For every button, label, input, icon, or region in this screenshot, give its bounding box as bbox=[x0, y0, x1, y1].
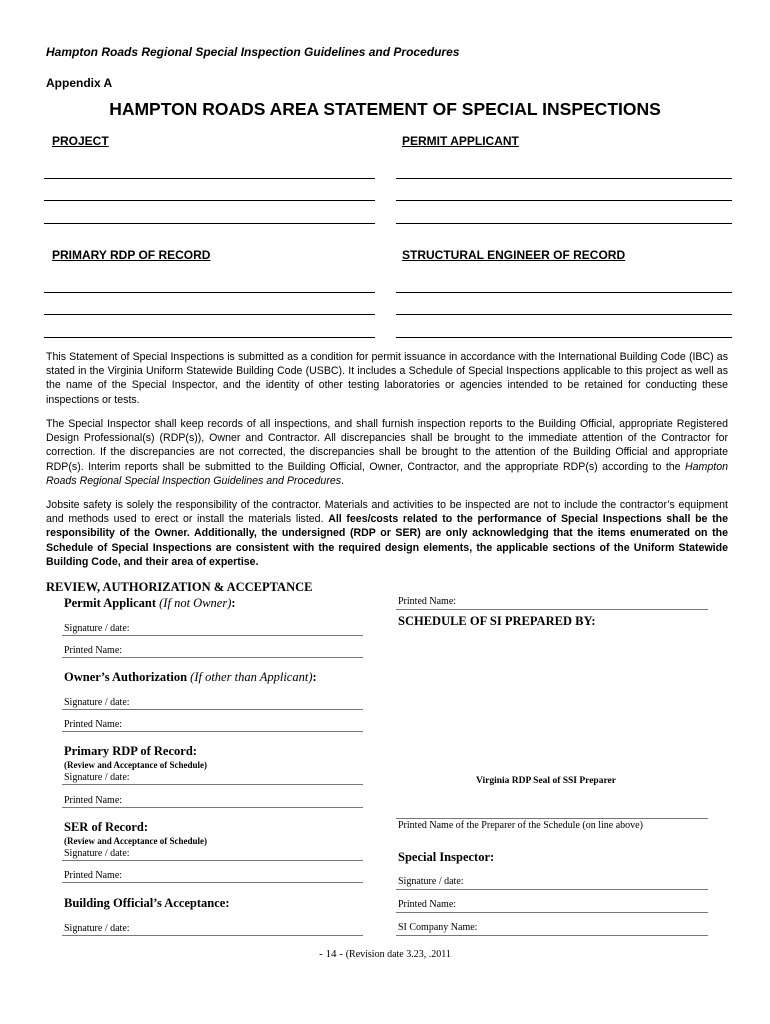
building-official-signature-line[interactable] bbox=[62, 935, 363, 936]
statement-paragraph: This Statement of Special Inspections is submitted as a condition for permit issuance in accordance with the International Building Code (IBC) as stated in the Virginia Uniform Statewide Building Code (USBC). It includes a Schedule of Special Inspections applicable to this project as well as the name of the Special Inspector, and the identity of other testing laboratories or agencies intended to be retained for conducting these inspections or tests. bbox=[46, 351, 728, 406]
page-footer bbox=[0, 948, 770, 960]
right-printed-name-label: Printed Name: bbox=[398, 596, 457, 607]
ser-label: SER of Record: bbox=[64, 820, 149, 834]
building-official-signature-label: Signature / date: bbox=[64, 923, 130, 934]
special-inspector-printed-name-line[interactable] bbox=[396, 912, 708, 913]
primary-rdp-review-note: (Review and Acceptance of Schedule) bbox=[64, 760, 207, 770]
building-official-label: Building Official’s Acceptance: bbox=[64, 896, 230, 910]
special-inspector-signature-line[interactable] bbox=[396, 889, 708, 890]
structural-engineer-header: STRUCTURAL ENGINEER OF RECORD bbox=[402, 248, 626, 262]
permit-applicant-printed-name-line[interactable] bbox=[62, 657, 363, 658]
primary-rdp-line-1[interactable] bbox=[44, 292, 375, 293]
right-printed-name-line[interactable] bbox=[396, 609, 708, 610]
preparer-name-line[interactable] bbox=[396, 818, 708, 819]
inspector-paragraph: The Special Inspector shall keep records of all inspections, and shall furnish inspection reports to the Building Official, appropriate Registered Design Professional(s) (RDP(s)), Owner and Contractor. All discrepancies shall be brought to the immediate attention of the Contractor for correction. If the discrepancies are not corrected, the discrepancies shall be brought to the attention of the Building Official and appropriate RDP(s). Interim reports shall be submitted to the Building Official, Owner, Contractor, and the appropriate RDP(s) according to the Hampton Roads Regional Special Inspection Guidelines and Procedures. bbox=[46, 418, 728, 487]
page-title: HAMPTON ROADS AREA STATEMENT OF SPECIAL INSPECTIONS bbox=[109, 99, 661, 119]
owner-printed-name-line[interactable] bbox=[62, 731, 363, 732]
project-header: PROJECT bbox=[52, 134, 109, 148]
special-inspector-printed-name-label: Printed Name: bbox=[398, 899, 457, 910]
ser-review-note: (Review and Acceptance of Schedule) bbox=[64, 836, 207, 846]
ser-line-2[interactable] bbox=[396, 314, 732, 315]
rdp-seal-label: Virginia RDP Seal of SSI Preparer bbox=[476, 776, 616, 786]
primary-rdp-printed-name-line[interactable] bbox=[62, 807, 363, 808]
review-title: REVIEW, AUTHORIZATION & ACCEPTANCE bbox=[46, 580, 313, 594]
owner-signature-label: Signature / date: bbox=[64, 697, 130, 708]
permit-applicant-signature-label: Signature / date: bbox=[64, 623, 130, 634]
permit-applicant-header: PERMIT APPLICANT bbox=[402, 134, 519, 148]
primary-rdp-line-2[interactable] bbox=[44, 314, 375, 315]
si-company-name-line[interactable] bbox=[396, 935, 708, 936]
permit-applicant-signature-line[interactable] bbox=[62, 635, 363, 636]
preparer-printed-name-label: Printed Name of the Preparer of the Schedule (on line above) bbox=[398, 820, 643, 831]
project-line-1[interactable] bbox=[44, 178, 375, 179]
ser-line-1[interactable] bbox=[396, 292, 732, 293]
appendix-label: Appendix A bbox=[46, 76, 113, 90]
revision-date: (Revision date 3.23, .2011 bbox=[345, 949, 451, 960]
permit-applicant-printed-name-label: Printed Name: bbox=[64, 645, 123, 656]
special-inspector-label: Special Inspector: bbox=[398, 850, 495, 864]
permit-applicant-line-2[interactable] bbox=[396, 200, 732, 201]
primary-rdp-signature-line[interactable] bbox=[62, 784, 363, 785]
permit-applicant-line-3[interactable] bbox=[396, 223, 732, 224]
ser-signature-label: Signature / date: bbox=[64, 848, 130, 859]
owner-printed-name-label: Printed Name: bbox=[64, 719, 123, 730]
primary-rdp-header: PRIMARY RDP OF RECORD bbox=[52, 248, 211, 262]
special-inspector-signature-label: Signature / date: bbox=[398, 876, 464, 887]
ser-printed-name-label: Printed Name: bbox=[64, 870, 123, 881]
project-line-2[interactable] bbox=[44, 200, 375, 201]
guidelines-title: Hampton Roads Regional Special Inspection Guidelines and Procedures bbox=[46, 45, 460, 59]
ser-signature-line[interactable] bbox=[62, 860, 363, 861]
schedule-prepared-by-label: SCHEDULE OF SI PREPARED BY: bbox=[398, 614, 596, 628]
project-line-3[interactable] bbox=[44, 223, 375, 224]
permit-applicant-label: Permit Applicant (If not Owner): bbox=[64, 596, 236, 610]
safety-paragraph: Jobsite safety is solely the responsibility of the contractor. Materials and activities to be inspected are not to include the contractor’s equipment and methods used to erect or install the materials listed. All fees/costs related to the performance of Special Inspections shall be the responsibility of the Owner. Additionally, the undersigned (RDP or SER) are only acknowledging that the items enumerated on the Schedule of Special Inspections are consistent with the required design elements, the applicable sections of the Uniform Statewide Building Code, and their area of expertise. bbox=[46, 499, 728, 568]
primary-rdp-signature-label: Signature / date: bbox=[64, 772, 130, 783]
permit-applicant-line-1[interactable] bbox=[396, 178, 732, 179]
ser-line-3[interactable] bbox=[396, 337, 732, 338]
primary-rdp-printed-name-label: Printed Name: bbox=[64, 795, 123, 806]
si-company-name-label: SI Company Name: bbox=[398, 922, 478, 933]
owner-signature-line[interactable] bbox=[62, 709, 363, 710]
ser-printed-name-line[interactable] bbox=[62, 882, 363, 883]
owners-authorization-label: Owner’s Authorization (If other than Applicant): bbox=[64, 670, 317, 684]
page-number: - 14 - bbox=[319, 948, 343, 960]
primary-rdp-label: Primary RDP of Record: bbox=[64, 744, 197, 758]
primary-rdp-line-3[interactable] bbox=[44, 337, 375, 338]
